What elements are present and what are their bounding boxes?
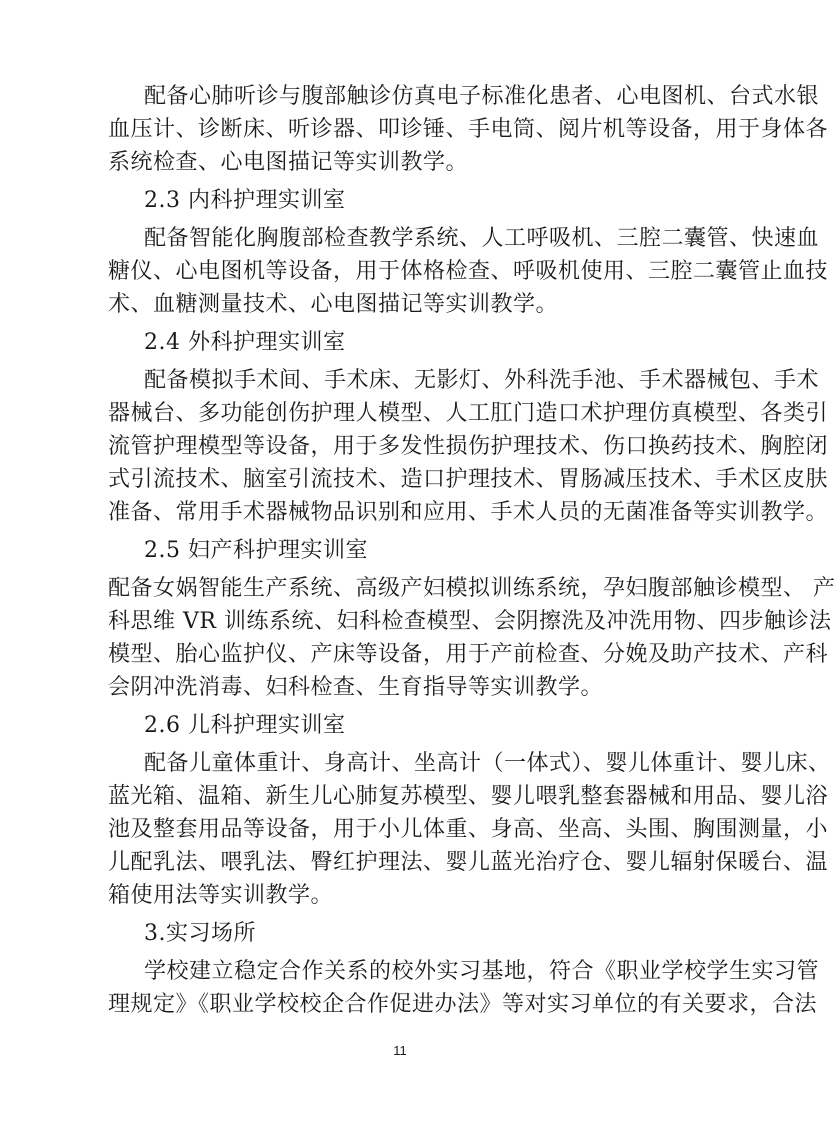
- text-line: 理规定》《职业学校校企合作促进办法》等对实习单位的有关要求，合法: [108, 992, 818, 1017]
- section-heading-internship-sites: 3.实习场所: [144, 921, 256, 946]
- text-line: 系统检查、心电图描记等实训教学。: [108, 150, 469, 175]
- text-line: 器械台、多功能创伤护理人模型、人工肛门造口术护理仿真模型、各类引: [108, 401, 829, 426]
- paragraph-internship-sites: [108, 955, 820, 1021]
- text-line: 配备儿童体重计、身高计、坐高计（一体式）、婴儿体重计、婴儿床、: [144, 751, 831, 776]
- page-number: 11: [393, 1043, 407, 1058]
- paragraph-pediatrics: [108, 747, 831, 912]
- text-line: 术、血糖测量技术、心电图描记等实训教学。: [108, 292, 559, 317]
- text-line: 式引流技术、脑室引流技术、造口护理技术、胃肠减压技术、手术区皮肤: [108, 467, 829, 492]
- text-line: 配备女娲智能生产系统、高级产妇模拟训练系统，孕妇腹部触诊模型、 产: [108, 576, 836, 601]
- text-line: 池及整套用品等设备，用于小儿体重、身高、坐高、头围、胸围测量，小: [108, 817, 829, 842]
- text-line: 血压计、诊断床、听诊器、叩诊锤、手电筒、阅片机等设备，用于身体各: [108, 117, 829, 142]
- text-line: 会阴冲洗消毒、妇科检查、生育指导等实训教学。: [108, 675, 604, 700]
- section-heading-obstetrics: 2.5 妇产科护理实训室: [144, 538, 368, 563]
- document-body: [108, 80, 836, 1026]
- text-line: 配备智能化胸腹部检查教学系统、人工呼吸机、三腔二囊管、快速血: [144, 226, 820, 251]
- text-line: 学校建立稳定合作关系的校外实习基地，符合《职业学校学生实习管: [144, 959, 820, 984]
- text-line: 流管护理模型等设备，用于多发性损伤护理技术、伤口换药技术、胸腔闭: [108, 434, 829, 459]
- paragraph-obstetrics: [108, 572, 836, 704]
- section-heading-surgery: 2.4 外科护理实训室: [144, 330, 346, 355]
- text-line: 儿配乳法、喂乳法、臀红护理法、婴儿蓝光治疗仓、婴儿辐射保暖台、温: [108, 850, 829, 875]
- paragraph-diagnostics-equipment: [108, 80, 829, 179]
- text-line: 蓝光箱、温箱、新生儿心肺复苏模型、婴儿喂乳整套器械和用品、婴儿浴: [108, 784, 829, 809]
- text-line: 准备、常用手术器械物品识别和应用、手术人员的无菌准备等实训教学。: [108, 500, 829, 525]
- text-line: 糖仪、心电图机等设备，用于体格检查、呼吸机使用、三腔二囊管止血技: [108, 259, 829, 284]
- paragraph-internal-medicine: [108, 222, 829, 321]
- paragraph-surgery: [108, 364, 829, 529]
- section-heading-pediatrics: 2.6 儿科护理实训室: [144, 713, 346, 738]
- text-line: 配备模拟手术间、手术床、无影灯、外科洗手池、手术器械包、手术: [144, 368, 820, 393]
- text-line: 模型、胎心监护仪、产床等设备，用于产前检查、分娩及助产技术、产科: [108, 642, 829, 667]
- text-line: 箱使用法等实训教学。: [108, 883, 334, 908]
- text-line: 配备心肺听诊与腹部触诊仿真电子标准化患者、心电图机、台式水银: [144, 84, 820, 109]
- text-line: 科思维 VR 训练系统、妇科检查模型、会阴擦洗及冲洗用物、四步触诊法: [108, 609, 832, 634]
- section-heading-internal-medicine: 2.3 内科护理实训室: [144, 188, 346, 213]
